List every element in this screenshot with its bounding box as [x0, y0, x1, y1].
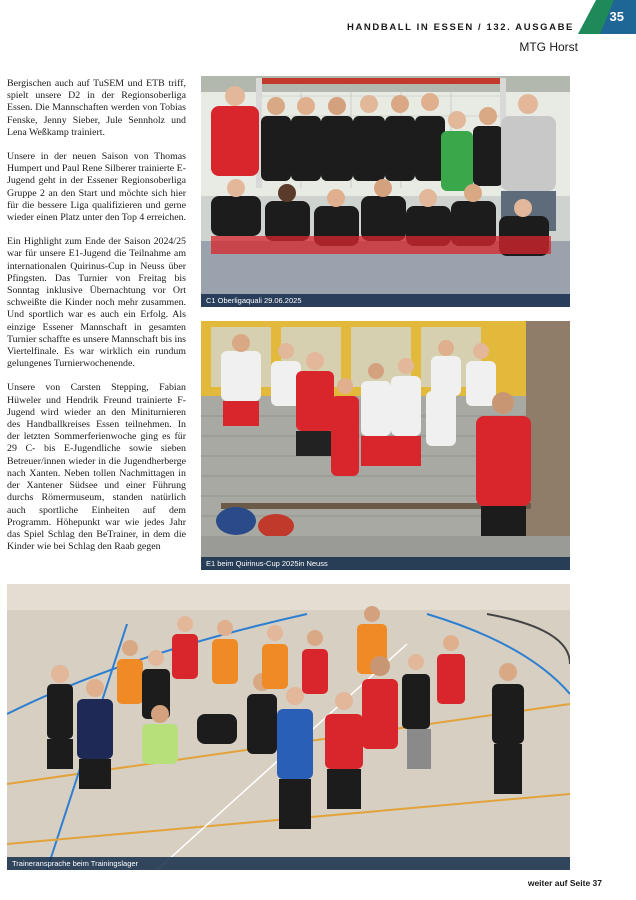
corner-graphic: [578, 0, 636, 34]
photo-c1-team: [201, 76, 570, 307]
paragraph: Ein Highlight zum Ende der Saison 2024/25 war für unsere E1-Jugend die Teilnahme am internationalen Quirinus-Cup in Neuss über Pfingsten. Das Turnier von Freitag bis Sonntag inklusive Übernachtung vor Ort schweißte die Kinder noch mehr zusammen. Und sportlich war es auch ein Erfolg. Als einzige Essener Mannschaft in gesamten Turnier schaffte es unsere Mannschaft bis ins Viertelfinale. Es war wirklich ein rundum gelungenes Turnierwochenende.: [7, 236, 186, 370]
paragraph: Unsere von Carsten Stepping, Fabian Hüweler und Hendrik Freund trainierte F-Jugend wird wieder an den Miniturnieren des Handballkreises Essen teilnehmen. In der letzten Sommerferienwoche ging es für 29 C- bis E-Jugendliche sowie sieben Betreuer/innen wieder in die Jugendherberge nach Xanten. Neben tollen Nachmittagen in der Xantener Südsee und einer Führung durchs Römermuseum, standen natürlich auch sportliche Einheiten auf dem Programm. Höhepunkt war wie jedes Jahr das Spiel Schlag den BeTrainer, in dem die Kinder wie bei Schlag den Raab gegen: [7, 382, 186, 553]
section-title: MTG Horst: [519, 40, 578, 54]
photo-trainingslager: [7, 584, 570, 870]
team-photo-image: [7, 584, 570, 870]
photo-caption: Traineransprache beim Trainingslager: [7, 857, 570, 870]
page-number: 35: [609, 9, 624, 24]
publication-title: HANDBALL IN ESSEN / 132. AUSGABE: [347, 22, 574, 33]
team-photo-image: [201, 321, 570, 570]
paragraph: Bergischen auch auf TuSEM und ETB triff, spielt unsere D2 in der Regionsoberliga Essen. Die Mannschaften werden von Tobias Fenske, Jenny Sieber, Jule Sennholz und Lena Weßkamp trainiert.: [7, 78, 186, 138]
page-number-badge: [578, 0, 636, 34]
continuation-note: weiter auf Seite 37: [527, 878, 602, 888]
team-photo-image: [201, 76, 570, 307]
photo-caption: C1 Oberligaquali 29.06.2025: [201, 294, 570, 307]
paragraph: Unsere in der neuen Saison von Thomas Humpert und Paul Rene Silberer trainierte E-Jugend geht in der Essener Regionsoberliga Gruppe 2 an den Start und möchte sich hier für die bessere Liga qualifizieren und gerne wieder einen Platz unter den Top 4 erreichen.: [7, 151, 186, 224]
article-body: [7, 78, 186, 565]
photo-caption: E1 beim Quirinus-Cup 2025in Neuss: [201, 557, 570, 570]
photo-e1-quirinus-cup: [201, 321, 570, 570]
